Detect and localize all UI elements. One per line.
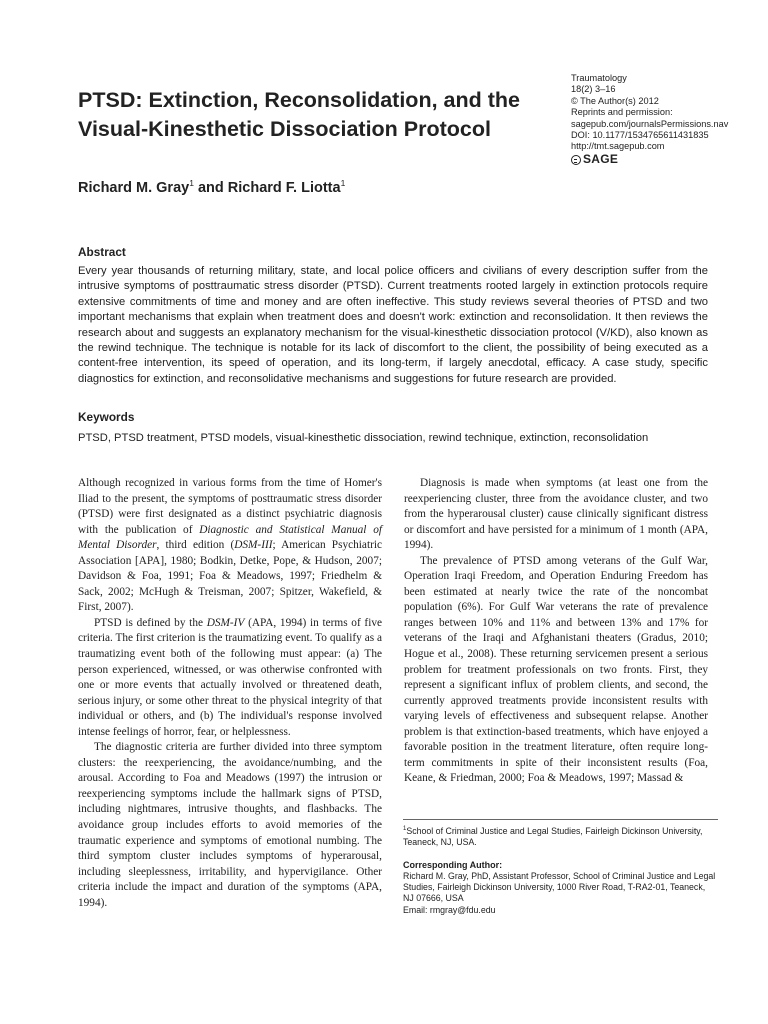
body-paragraph: Diagnosis is made when symptoms (at least one from the reexperiencing cluster, three from the avoidance cluster, and two from the hyperarousal cluster) cause clinically significant distress or discomfort and have persisted for a minimum of 1 month (APA, 1994). (404, 477, 708, 552)
article-title: PTSD: Extinction, Reconsolidation, and the Visual-Kinesthetic Dissociation Protocol (78, 88, 520, 141)
body-text: Although recognized in various forms from the time of Homer's Iliad to the present, the symptoms of posttraumatic stress disorder (PTSD) were first designated as a distinct psychiatric diagnosis with the publication of (78, 477, 382, 536)
body-text-italic: Diagnostic and Statistical Manual of Mental Disorder (78, 523, 382, 552)
body-column-right (404, 476, 708, 787)
affiliation-marker: 1 (189, 178, 194, 188)
footnotes (403, 819, 718, 916)
body-paragraph (78, 616, 382, 740)
keywords-heading: Keywords (78, 410, 135, 424)
sage-logo (571, 151, 751, 166)
permissions-link[interactable]: sagepub.com/journalsPermissions.nav (571, 118, 729, 129)
body-column-left (78, 476, 382, 911)
affiliation-marker: 1 (340, 178, 346, 188)
author-list (78, 178, 345, 196)
affiliation-text: School of Criminal Justice and Legal Studies, Fairleigh Dickinson University, Teaneck, NJ, USA. (403, 826, 703, 848)
body-text: (APA, 1994) in terms of five criteria. The first criterion is the traumatizing event. To qualify as a traumatizing event both of the following must appear: (a) The person experienced, witnessed, or was otherwise confronted with one or more events that actually involved or threatened death, serious injury, or some other threat to the physical integrity of that individual or others, and (b) The individual's response involved intense feelings of horror, fear, or helplessness. (78, 616, 382, 738)
corresponding-heading: Corresponding Author: (403, 859, 503, 870)
corresponding-author (403, 860, 718, 916)
journal-meta (571, 73, 751, 165)
author-name: Richard F. Liotta (227, 180, 341, 196)
corresponding-email[interactable]: Email: rmgray@fdu.edu (403, 904, 496, 915)
footnote-marker: 1 (403, 826, 407, 832)
abstract-heading: Abstract (78, 245, 126, 259)
body-text-italic: DSM-IV (206, 616, 245, 629)
journal-issue: 18(2) 3–16 (571, 84, 616, 95)
author-name: Richard M. Gray (78, 180, 190, 196)
reprints-label: Reprints and permission: (571, 107, 673, 118)
publisher-name: SAGE (583, 151, 619, 166)
abstract-text: Every year thousands of returning military, state, and local police officers and civilians of every description suffer from the intrusive symptoms of posttraumatic stress disorder (PTSD). Current treatments rooted largely in extinction protocols require extensive commitments of time and money and are often ineffective. This study reviews several theories of PTSD and two important mechanisms that explain when treatment does and doesn't work: extinction and reconsolidation. It then reviews the research about and suggests an explanatory mechanism for the visual-kinesthetic dissociation protocol (V/KD), also known as the rewind technique. The technique is notable for its lack of discomfort to the client, the possibility of being executed as a content-free intervention, its speed of operation, and its long-term, if largely anecdotal, efficacy. A case study, specific diagnostics for extinction, and reconsolidative mechanisms and suggestions for future research are provided. (78, 265, 708, 385)
body-paragraph (78, 476, 382, 616)
affiliation-footnote (403, 824, 718, 849)
body-text: , third edition ( (156, 539, 235, 552)
body-paragraph: The diagnostic criteria are further divided into three symptom clusters: the reexperiencing, the avoidance/numbing, and the arousal. According to Foa and Meadows (1997) the intrusion or reexperiencing symptoms include the hallmark signs of PTSD, including nightmares, intrusive thoughts, and flashbacks. The avoidance group includes efforts to avoid memories of the traumatic experience and symptoms of emotional numbing. The third symptom cluster includes symptoms of hyperarousal, including sleeplessness, irritability, and hypervigilance. Other criteria include the impact and duration of the symptoms (APA, 1994). (78, 741, 382, 909)
corresponding-address: Richard M. Gray, PhD, Assistant Professor, School of Criminal Justice and Legal Studies, Fairleigh Dickinson University, 1000 River Road, T-RA2-01, Teaneck, NJ 07666, USA (403, 870, 716, 904)
sage-logo-icon (571, 155, 581, 165)
copyright: © The Author(s) 2012 (571, 95, 659, 106)
journal-url-link[interactable]: http://tmt.sagepub.com (571, 141, 665, 152)
journal-name: Traumatology (571, 73, 627, 83)
body-text-italic: DSM-III (234, 539, 273, 552)
body-paragraph: The prevalence of PTSD among veterans of the Gulf War, Operation Iraqi Freedom, and Operation Enduring Freedom has been estimated at nearly twice the rate of the noncombat population (6%). For Gulf War veterans the rate of prevalence ranges between 10% and 11% and between 13% and 17% for veterans of the Iraqi and Afghanistani theaters (Gradus, 2010; Hogue et al., 2008). These returning servicemen present a serious problem for treatment professionals on two fronts. First, they represent a significant influx of problem clients, and second, the currently approved treatments provide inconsistent results with varying levels of effectiveness and subsequent relapse. Another problem is that extinction-based treatments, which have enjoyed a favorable position in the treatment literature, often require long-term commitments in spite of their inconsistent results (Foa, Keane, & Friedman, 2000; Foa & Meadows, 1997; Massad & (404, 554, 708, 785)
doi: DOI: 10.1177/1534765611431835 (571, 130, 709, 141)
author-joiner: and (193, 180, 228, 196)
keywords-text: PTSD, PTSD treatment, PTSD models, visual-kinesthetic dissociation, rewind technique, extinction, reconsolidation (78, 432, 649, 444)
body-text: ; American Psychiatric Association [APA], 1980; Bodkin, Detke, Pope, & Hudson, 2007; Davidson & Foa, 1991; Foa & Meadows, 1997; Friedhelm & Sack, 2002; McHugh & Treisman, 2007; Spitzer, Wakefield, & First, 2007). (78, 539, 382, 614)
body-text: PTSD is defined by the (94, 616, 207, 629)
